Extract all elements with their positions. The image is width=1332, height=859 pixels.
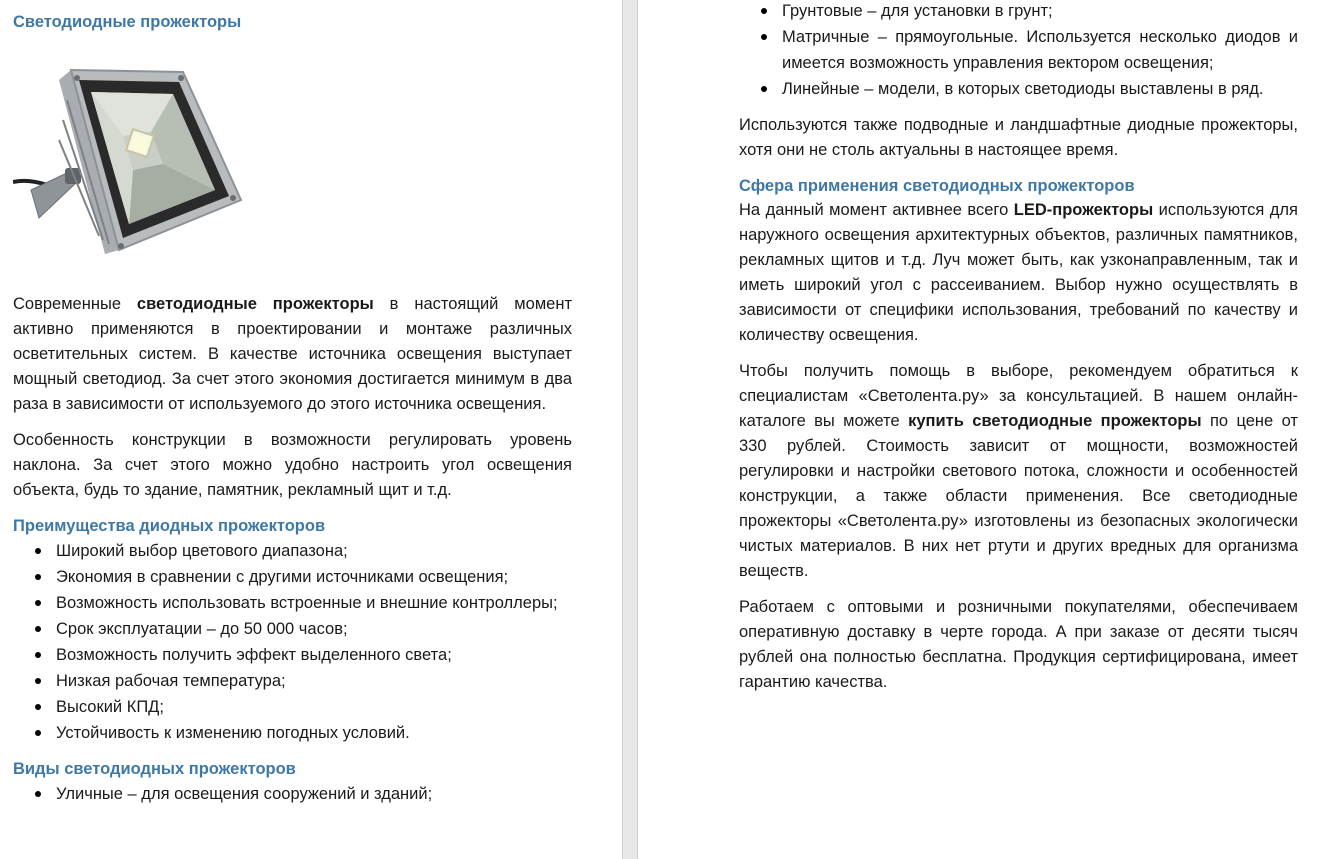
application-paragraph-3: Работаем с оптовыми и розничными покупателями, обеспечиваем оперативную доставку в черте города. А при заказе от десяти тысяч рублей она полностью бесплатна. Продукция сертифицирована, имеет гарантию качества. (739, 598, 1298, 691)
page-gutter (622, 0, 638, 859)
floodlight-illustration (13, 40, 245, 256)
page-right (638, 0, 1332, 859)
text-run: используются для наружного освещения архитектурных объектов, различных памятников, рекламных щитов и т.д. Луч может быть, как узконаправленным, так и иметь широкий угол с рассеиванием. Выбор нужно осуществлять в зависимости от специфики использования, требований по качеству и количеству освещения. (739, 201, 1298, 344)
bold-run: LED-прожекторы (1013, 201, 1154, 219)
advantages-list (13, 538, 572, 746)
list-item: Уличные – для освещения сооружений и зданий; (13, 781, 572, 807)
list-item: Линейные – модели, в которых светодиоды выставлены в ряд. (739, 76, 1298, 102)
text-run: Чтобы получить помощь в выборе, рекомендуем обратиться к специалистам «Светолента.ру» за консультацией. В нашем онлайн-каталоге вы можете (739, 362, 1298, 430)
application-heading: Сфера применения светодиодных прожекторов (739, 177, 1135, 195)
led-floodlight-image (13, 40, 245, 256)
right-column (739, 0, 1298, 695)
bold-run: купить светодиодные прожекторы (908, 412, 1202, 430)
list-item: Возможность использовать встроенные и внешние контроллеры; (13, 590, 572, 616)
also-used-paragraph: Используются также подводные и ландшафтные диодные прожекторы, хотя они не столь актуальны в настоящее время. (739, 116, 1298, 159)
types-heading: Виды светодиодных прожекторов (13, 760, 296, 778)
types-list-continued (739, 0, 1298, 102)
intro-paragraph-2: Особенность конструкции в возможности регулировать уровень наклона. За счет этого можно удобно настроить угол освещения объекта, будь то здание, памятник, рекламный щит и т.д. (13, 431, 572, 499)
left-column (13, 10, 572, 807)
text-run: Современные (13, 295, 137, 313)
text-run: по цене от 330 рублей. Стоимость зависит от мощности, возможностей регулировки и настройки светового потока, сложности и особенностей конструкции, а также области применения. Все светодиодные прожекторы «Светолента.ру» изготовлены из безопасных экологически чистых материалов. В них нет ртути и других вредных для организма веществ. (739, 412, 1298, 580)
list-item: Устойчивость к изменению погодных условий. (13, 720, 572, 746)
page-left (0, 0, 622, 859)
list-item: Возможность получить эффект выделенного света; (13, 642, 572, 668)
application-paragraph-2 (739, 359, 1298, 584)
heading-bold-run: диодных прожекторов (139, 517, 326, 535)
list-item: Матричные – прямоугольные. Используется несколько диодов и имеется возможность управления вектором освещения; (739, 24, 1298, 76)
list-item: Срок эксплуатации – до 50 000 часов; (13, 616, 572, 642)
list-item: Высокий КПД; (13, 694, 572, 720)
intro-paragraph-1 (13, 292, 572, 417)
list-item: Грунтовые – для установки в грунт; (739, 0, 1298, 24)
list-item: Широкий выбор цветового диапазона; (13, 538, 572, 564)
bold-run: светодиодные прожекторы (136, 295, 374, 313)
advantages-heading (13, 514, 572, 538)
page-title: Светодиодные прожекторы (13, 13, 242, 31)
list-item: Экономия в сравнении с другими источниками освещения; (13, 564, 572, 590)
text-run: На данный момент активнее всего (739, 201, 1014, 219)
application-paragraph-1 (739, 198, 1298, 348)
text-run: в настоящий момент активно применяются в проектировании и монтаже различных осветительных систем. В качестве источника освещения выступает мощный светодиод. За счет этого экономия достигается минимум в два раза в зависимости от используемого до этого источника освещения. (13, 295, 573, 413)
types-list (13, 781, 572, 807)
heading-run: Преимущества (13, 517, 140, 535)
list-item: Низкая рабочая температура; (13, 668, 572, 694)
